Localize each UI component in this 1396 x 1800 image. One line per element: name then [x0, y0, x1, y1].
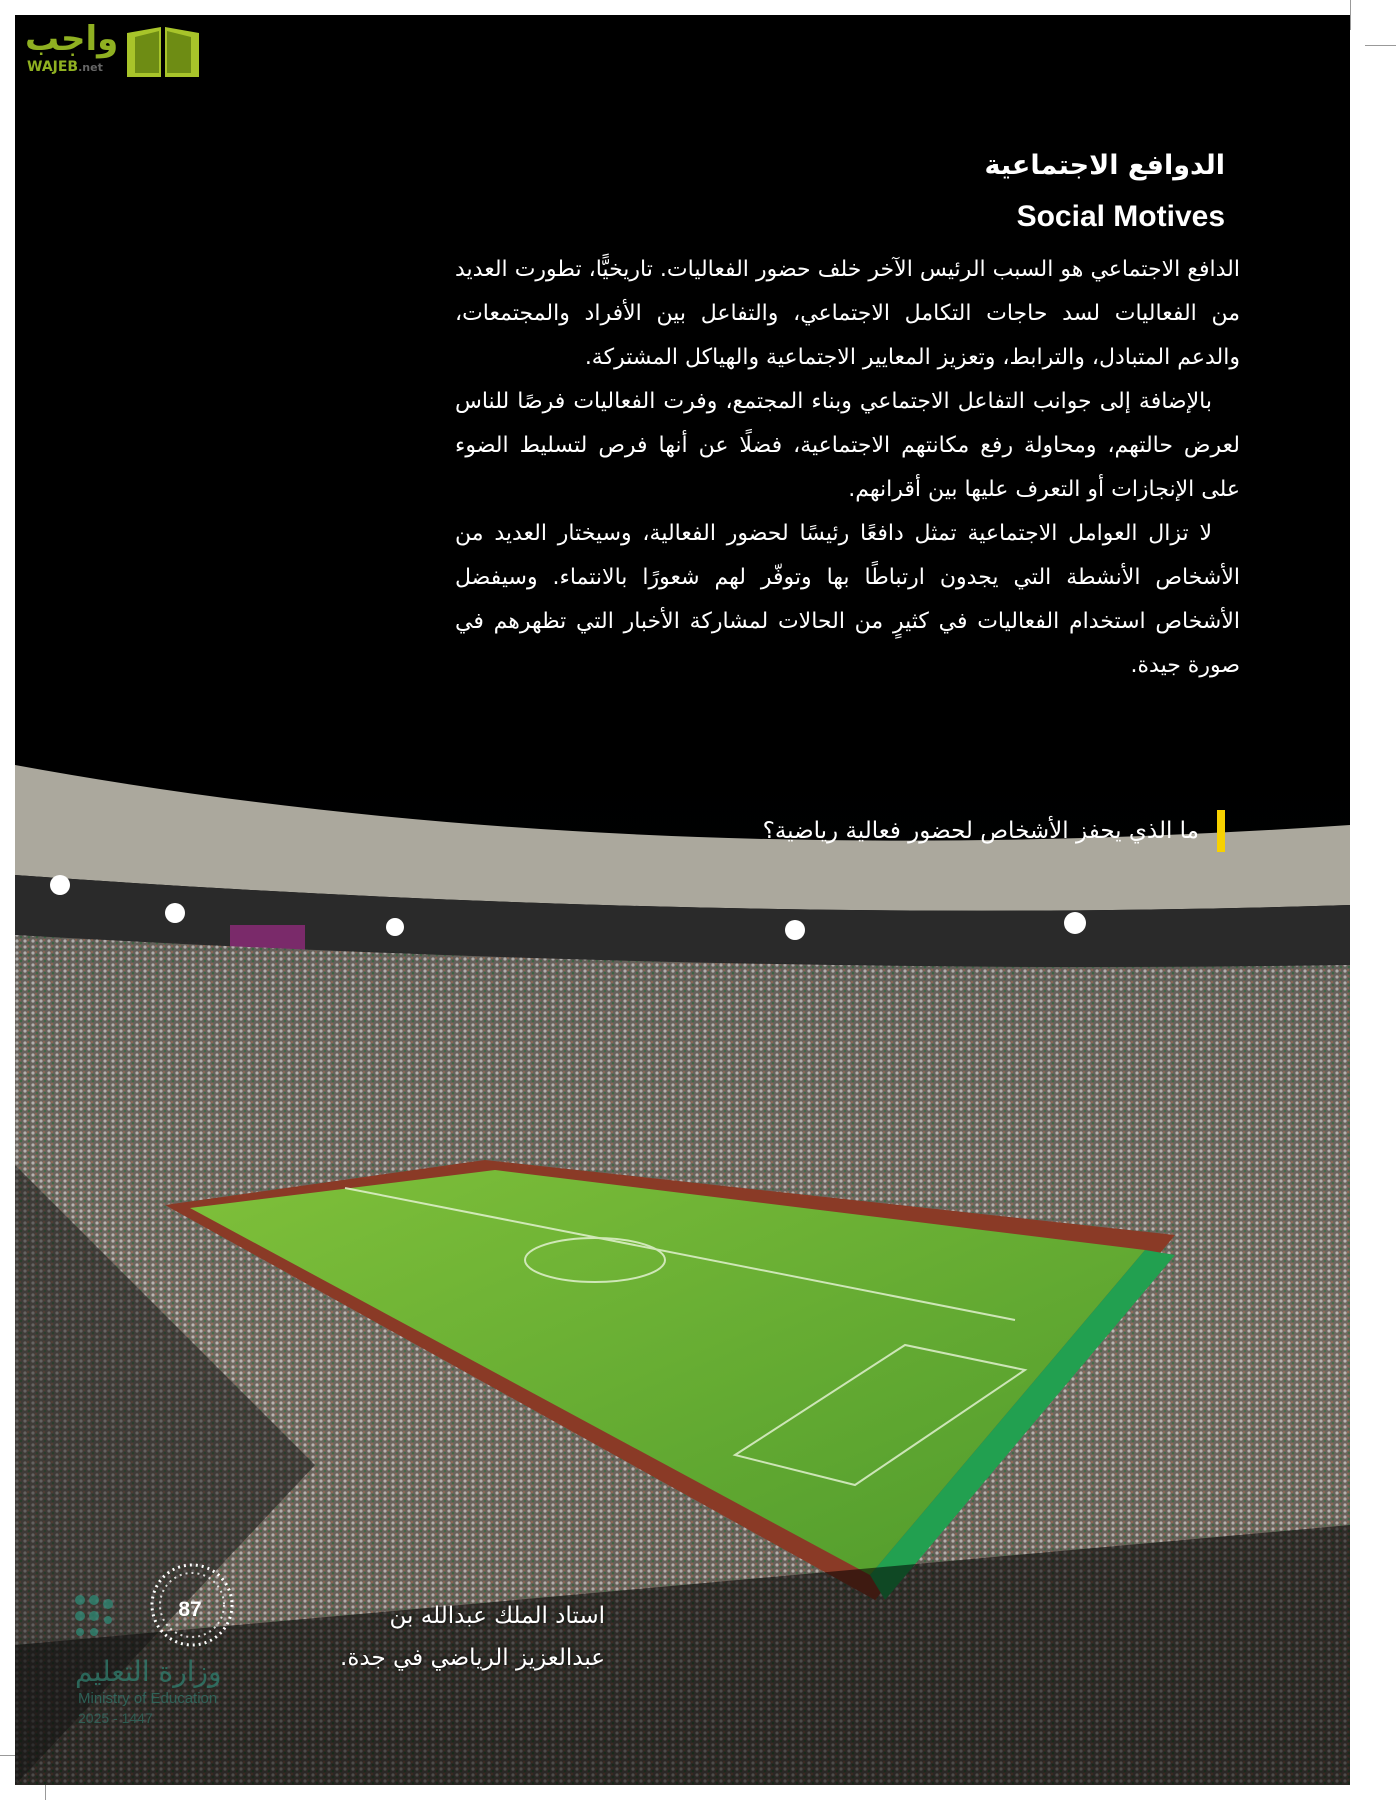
caption-line: عبدالعزيز الرياضي في جدة. [340, 1645, 605, 1671]
edition-year: 2025 - 1447 [78, 1710, 153, 1726]
paragraph: لا تزال العوامل الاجتماعية تمثل دافعًا رئيسًا لحضور الفعالية، وسيختار العديد من الأشخاص الأنشطة التي يجدون ارتباطًا بها وتوفّر لهم شعورًا بالانتماء. وسيفضل الأشخاص استخدام الفعاليات في كثيرٍ من الحالات لمشاركة الأخبار التي تظهرهم في صورة جيدة. [455, 521, 1240, 678]
ministry-name-english: Ministry of Education [78, 1690, 218, 1707]
crop-mark [1365, 45, 1396, 46]
paragraph: الدافع الاجتماعي هو السبب الرئيس الآخر خلف حضور الفعاليات. تاريخيًّا، تطورت العديد من الفعاليات لسد حاجات التكامل الاجتماعي، والتفاعل بين الأفراد والمجتمعات، والدعم المتبادل، والترابط، وتعزيز المعايير الاجتماعية والهياكل المشتركة. [455, 257, 1240, 370]
section-title-english: Social Motives [1016, 200, 1225, 233]
question-accent-bar [1217, 810, 1225, 852]
logo-arabic: واجب [25, 19, 119, 59]
ministry-name-arabic: وزارة التعليم [75, 1655, 222, 1688]
page-number: 87 [178, 1598, 202, 1621]
body-text [455, 248, 1240, 688]
book-icon [123, 23, 203, 79]
crop-mark [1350, 0, 1351, 30]
discussion-question [763, 810, 1225, 852]
paragraph: بالإضافة إلى جوانب التفاعل الاجتماعي وبناء المجتمع، وفرت الفعاليات فرصًا للناس لعرض حالتهم، ومحاولة رفع مكانتهم الاجتماعية، فضلًا عن أنها فرص لتسليط الضوء على الإنجازات أو التعرف عليها بين أقرانهم. [455, 389, 1240, 502]
question-text: ما الذي يحفز الأشخاص لحضور فعالية رياضية؟ [762, 818, 1199, 844]
wajeb-logo [25, 19, 205, 81]
textbook-page [15, 15, 1350, 1785]
photo-caption [315, 1595, 605, 1679]
logo-latin: WAJEB.net [27, 59, 103, 75]
caption-line: استاد الملك عبدالله بن [389, 1603, 605, 1629]
section-title-arabic: الدوافع الاجتماعية [984, 150, 1225, 181]
